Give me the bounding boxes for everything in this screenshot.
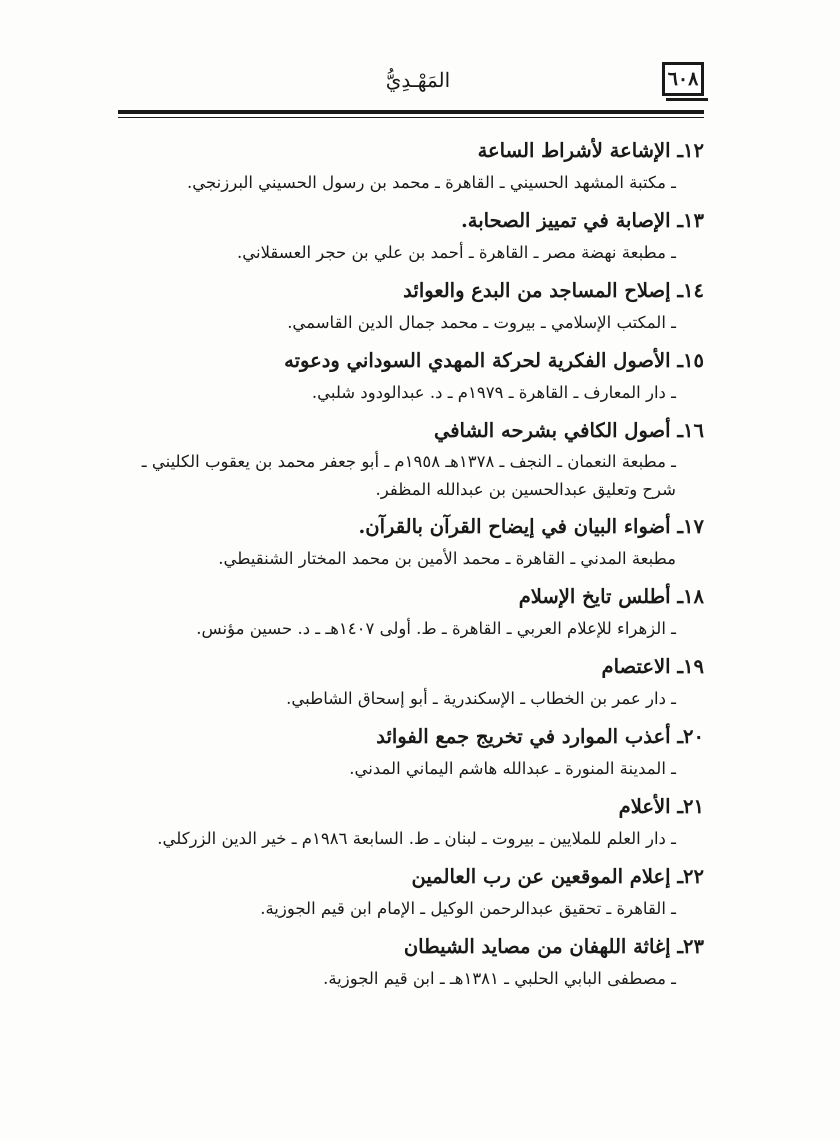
bibliography-entry [120,792,704,854]
entry-number: ١٣ [683,209,704,232]
entry-title: إعلام الموقعين عن رب العالمين [411,865,671,888]
entry-separator: ـ [670,419,684,442]
entry-separator: ـ [670,865,684,888]
bibliography-entry [120,346,704,408]
entry-title-line [120,862,704,892]
bibliography-entry [120,652,704,714]
entry-title-line [120,276,704,306]
page-header [118,62,704,112]
entry-detail: ـ المكتب الإسلامي ـ بيروت ـ محمد جمال الدين القاسمي. [287,313,676,332]
entry-title-line [120,652,704,682]
bibliography-entry [120,416,704,504]
bibliography-entry [120,932,704,994]
entry-detail: ـ مطبعة نهضة مصر ـ القاهرة ـ أحمد بن علي بن حجر العسقلاني. [236,243,676,262]
entry-detail: ـ مصطفى البابي الحلبي ـ ١٣٨١هـ ـ ابن قيم الجوزية. [323,969,676,988]
entry-title: أصول الكافي بشرحه الشافي [433,419,671,442]
entry-separator: ـ [670,515,684,538]
entry-detail: ـ المدينة المنورة ـ عبدالله هاشم اليماني المدني. [349,759,676,778]
page-number: ٦٠٨ [667,68,699,90]
entry-detail: ـ دار عمر بن الخطاب ـ الإسكندرية ـ أبو إسحاق الشاطبي. [286,689,676,708]
entry-detail: ـ مكتبة المشهد الحسيني ـ القاهرة ـ محمد بن رسول الحسيني البرزنجي. [187,173,676,192]
page-number-box [662,62,704,96]
entry-number: ١٢ [683,139,704,162]
entry-number: ١٦ [683,419,704,442]
entry-number: ١٧ [683,515,704,538]
entry-title-line [120,136,704,166]
entry-separator: ـ [670,935,684,958]
entry-detail: مطبعة المدني ـ القاهرة ـ محمد الأمين بن محمد المختار الشنقيطي. [218,549,676,568]
bibliography-entry [120,722,704,784]
entry-detail: ـ دار المعارف ـ القاهرة ـ ١٩٧٩م ـ د. عبدالودود شلبي. [311,383,676,402]
entry-title-line [120,582,704,612]
entry-separator: ـ [670,279,684,302]
entry-title-line [120,722,704,752]
entry-detail: ـ القاهرة ـ تحقيق عبدالرحمن الوكيل ـ الإمام ابن قيم الجوزية. [260,899,676,918]
entry-number: ٢١ [683,795,704,818]
entry-title-line [120,346,704,376]
entry-number: ١٨ [683,585,704,608]
entry-separator: ـ [670,585,684,608]
entry-separator: ـ [670,209,684,232]
running-title: المَهْـدِيُّ [385,68,451,92]
entry-number: ٢٣ [683,935,704,958]
bibliography-entry [120,512,704,574]
entry-title: الأصول الفكرية لحركة المهدي السوداني ودعوته [284,349,671,372]
bibliography-entry [120,136,704,198]
entry-title: الأعلام [618,795,671,818]
entry-title: أطلس تايخ الإسلام [518,585,671,608]
entry-title-line [120,512,704,542]
entry-title-line [120,792,704,822]
entry-separator: ـ [670,655,684,678]
entry-title: إغاثة اللهفان من مصايد الشيطان [403,935,671,958]
header-rule-thick [118,110,704,114]
entry-title-line [120,932,704,962]
bibliography-entry [120,276,704,338]
entry-detail: ـ دار العلم للملايين ـ بيروت ـ لبنان ـ ط. السابعة ١٩٨٦م ـ خير الدين الزركلي. [157,829,676,848]
entry-title: الاعتصام [601,655,671,678]
entry-separator: ـ [670,795,684,818]
entry-separator: ـ [670,139,684,162]
entry-number: ١٤ [683,279,704,302]
bibliography-entry [120,862,704,924]
entry-title: إصلاح المساجد من البدع والعوائد [403,279,671,302]
entry-title-line [120,206,704,236]
bibliography-list [120,128,704,1000]
entry-detail: ـ الزهراء للإعلام العربي ـ القاهرة ـ ط. أولى ١٤٠٧هـ ـ د. حسين مؤنس. [196,619,676,638]
entry-number: ٢٠ [683,725,704,748]
entry-number: ١٩ [683,655,704,678]
entry-title: أعذب الموارد في تخريج جمع الفوائد [376,725,671,748]
entry-number: ١٥ [683,349,704,372]
entry-title: الإشاعة لأشراط الساعة [477,139,671,162]
entry-title-line [120,416,704,446]
entry-separator: ـ [670,725,684,748]
entry-detail: ـ مطبعة النعمان ـ النجف ـ ١٣٧٨هـ ١٩٥٨م ـ أبو جعفر محمد بن يعقوب الكليني ـ شرح وتعليق عبدالحسين بن عبدالله المظفر. [141,452,676,499]
header-rule-thin [118,117,704,118]
entry-title: أضواء البيان في إيضاح القرآن بالقرآن. [358,515,671,538]
entry-title: الإصابة في تمييز الصحابة. [460,209,671,232]
entry-number: ٢٢ [683,865,704,888]
bibliography-entry [120,206,704,268]
entry-separator: ـ [670,349,684,372]
bibliography-entry [120,582,704,644]
